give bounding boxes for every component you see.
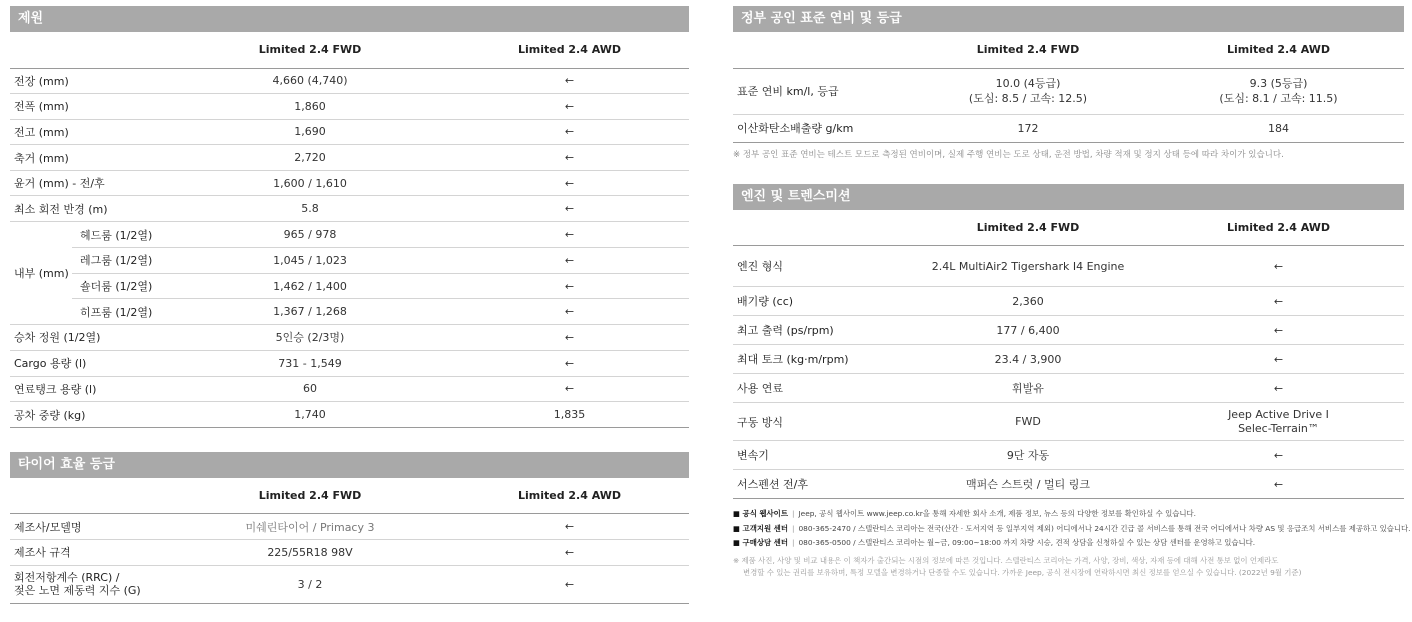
table-header-row	[733, 210, 1404, 246]
table-row	[733, 287, 1404, 316]
table-row	[10, 94, 689, 120]
table-row	[733, 374, 1404, 403]
fwd-value: 731 - 1,549	[170, 351, 450, 377]
awd-value: ←	[1153, 316, 1404, 345]
awd-value: ←	[1153, 441, 1404, 470]
table-header-row	[10, 478, 689, 514]
header-cell: Limited 2.4 AWD	[450, 32, 689, 68]
table-row	[733, 316, 1404, 345]
awd-value: ←	[450, 68, 689, 94]
awd-value: ←	[450, 539, 689, 565]
fwd-value: 2.4L MultiAir2 Tigershark I4 Engine	[903, 246, 1153, 287]
fwd-value: 172	[903, 114, 1153, 142]
table-row	[733, 403, 1404, 441]
row-label: 서스펜션 전/후	[733, 470, 903, 499]
awd-value-line1: Jeep Active Drive I	[1228, 407, 1329, 421]
table-row	[733, 470, 1404, 499]
header-cell: Limited 2.4 AWD	[1153, 210, 1404, 246]
header-cell: Limited 2.4 FWD	[903, 210, 1153, 246]
awd-value: ←	[450, 196, 689, 222]
table-row	[733, 68, 1404, 114]
awd-value: ←	[450, 222, 689, 248]
awd-value: ←	[1153, 246, 1404, 287]
header-cell	[733, 210, 903, 246]
awd-value-line1: 9.3 (5등급)	[1249, 77, 1308, 90]
fwd-value: 225/55R18 98V	[170, 539, 450, 565]
fwd-value: 1,367 / 1,268	[170, 299, 450, 325]
right-column	[733, 6, 1411, 580]
fwd-value: 1,600 / 1,610	[170, 170, 450, 196]
fwd-value: 1,462 / 1,400	[170, 273, 450, 299]
header-cell	[10, 478, 170, 514]
awd-value: ←	[450, 273, 689, 299]
awd-value: ←	[450, 94, 689, 120]
row-label: 전장 (mm)	[10, 68, 170, 94]
fwd-value: 5인승 (2/3명)	[170, 325, 450, 351]
table-header-row	[10, 32, 689, 68]
tire-section-title: 타이어 효율 등급	[10, 452, 689, 478]
row-label: 히프룸 (1/2열)	[72, 299, 170, 325]
awd-value: ←	[450, 514, 689, 540]
footer-text: Jeep, 공식 웹사이트 www.jeep.co.kr을 통해 자세한 회사 소개, 제품 정보, 뉴스 등의 다양한 정보를 확인하실 수 있습니다.	[798, 509, 1196, 518]
table-row	[733, 345, 1404, 374]
header-cell	[10, 32, 170, 68]
row-label: 최대 토크 (kg·m/rpm)	[733, 345, 903, 374]
fwd-value: 휘발유	[903, 374, 1153, 403]
awd-value: ←	[450, 299, 689, 325]
row-label: Cargo 용량 (l)	[10, 351, 170, 377]
fwd-value: 5.8	[170, 196, 450, 222]
fuel-table	[733, 32, 1404, 143]
engine-section-title: 엔진 및 트렌스미션	[733, 184, 1404, 210]
footer-key: ■ 구매상담 센터	[733, 538, 788, 547]
table-row	[10, 351, 689, 377]
row-label-line1: 회전저항계수 (RRC) /	[14, 571, 120, 584]
table-row	[10, 248, 689, 274]
header-cell: Limited 2.4 FWD	[170, 478, 450, 514]
awd-value: ←	[450, 376, 689, 402]
row-label: 구동 방식	[733, 403, 903, 441]
table-row	[10, 119, 689, 145]
row-label: 전폭 (mm)	[10, 94, 170, 120]
awd-value-line2: Selec-Terrain™	[1238, 421, 1319, 435]
row-label: 전고 (mm)	[10, 119, 170, 145]
footer-text: 080-365-2470 / 스텔란티스 코리아는 전국(산간 · 도서지역 등 일부지역 제외) 어디에서나 24시간 긴급 콜 서비스를 통해 전국 어디에서나 차량 AS 및 응급조치 서비스를 제공하고 있습니다.	[798, 523, 1411, 533]
awd-value: ←	[450, 248, 689, 274]
awd-value: ←	[1153, 287, 1404, 316]
fwd-value: 965 / 978	[170, 222, 450, 248]
table-row	[10, 514, 689, 540]
tire-table	[10, 478, 689, 604]
fwd-value: 1,860	[170, 94, 450, 120]
table-row	[10, 196, 689, 222]
header-cell: Limited 2.4 AWD	[450, 478, 689, 514]
fwd-value: 2,360	[903, 287, 1153, 316]
table-row	[10, 299, 689, 325]
row-label: 최소 회전 반경 (m)	[10, 196, 170, 222]
table-row	[10, 170, 689, 196]
table-row	[10, 222, 689, 248]
row-label: 승차 정원 (1/2열)	[10, 325, 170, 351]
awd-value: 1,835	[450, 402, 689, 428]
row-label: 최고 출력 (ps/rpm)	[733, 316, 903, 345]
fwd-value: 23.4 / 3,900	[903, 345, 1153, 374]
header-cell: Limited 2.4 FWD	[170, 32, 450, 68]
spec-section-title: 제원	[10, 6, 689, 32]
awd-value: ←	[1153, 345, 1404, 374]
table-row	[733, 246, 1404, 287]
fwd-value: 4,660 (4,740)	[170, 68, 450, 94]
left-column	[10, 6, 689, 604]
fwd-value-line1: 10.0 (4등급)	[995, 77, 1061, 90]
fwd-value: 미쉐린타이어 / Primacy 3	[170, 514, 450, 540]
awd-value-line2: (도심: 8.1 / 고속: 11.5)	[1219, 92, 1338, 105]
fwd-value: FWD	[903, 403, 1153, 441]
row-label: 윤거 (mm) - 전/후	[10, 170, 170, 196]
row-label: 제조사 규격	[10, 539, 170, 565]
fuel-section-title: 정부 공인 표준 연비 및 등급	[733, 6, 1404, 32]
awd-value: ←	[450, 170, 689, 196]
row-label: 엔진 형식	[733, 246, 903, 287]
engine-table	[733, 210, 1404, 500]
footer-key: ■ 고객지원 센터	[733, 523, 788, 533]
awd-value	[1153, 68, 1404, 114]
row-label: 사용 연료	[733, 374, 903, 403]
footer-line-purchase: ■ 구매상담 센터 | 080-365-0500 / 스텔란티스 코리아는 월~금, 09:00~18:00 까지 차량 시승, 견적 상담을 신청하실 수 있는 상담 센터를 운영하고 있습니다.	[733, 538, 1256, 547]
footer-line-website: ■ 공식 웹사이트 | Jeep, 공식 웹사이트 www.jeep.co.kr을 통해 자세한 회사 소개, 제품 정보, 뉴스 등의 다양한 정보를 확인하실 수 있습니다.	[733, 509, 1196, 518]
table-row	[10, 539, 689, 565]
footer-text: 080-365-0500 / 스텔란티스 코리아는 월~금, 09:00~18:00 까지 차량 시승, 견적 상담을 신청하실 수 있는 상담 센터를 운영하고 있습니다.	[798, 538, 1256, 547]
table-header-row	[733, 32, 1404, 68]
awd-value: ←	[450, 325, 689, 351]
awd-value: ←	[450, 119, 689, 145]
row-label: 연료탱크 용량 (l)	[10, 376, 170, 402]
fwd-value: 2,720	[170, 145, 450, 171]
fwd-value: 1,690	[170, 119, 450, 145]
awd-value	[1153, 403, 1404, 441]
header-cell: Limited 2.4 FWD	[903, 32, 1153, 68]
fwd-value-line2: (도심: 8.5 / 고속: 12.5)	[968, 92, 1088, 105]
interior-group-label: 내부 (mm)	[10, 222, 72, 324]
row-label: 변속기	[733, 441, 903, 470]
row-label: 축거 (mm)	[10, 145, 170, 171]
awd-value: ←	[1153, 470, 1404, 499]
awd-value: 184	[1153, 114, 1404, 142]
spec-table	[10, 32, 689, 222]
table-row	[733, 441, 1404, 470]
header-cell	[733, 32, 903, 68]
row-label: 제조사/모델명	[10, 514, 170, 540]
fuel-note: ※ 정부 공인 표준 연비는 테스트 모드로 측정된 연비이며, 실제 주행 연비는 도로 상태, 운전 방법, 차량 적재 및 정지 상태 등에 따라 차이가 있습니다.	[733, 149, 1284, 160]
table-row	[10, 376, 689, 402]
table-row	[10, 68, 689, 94]
spec-table-continued	[10, 325, 689, 428]
awd-value: ←	[450, 145, 689, 171]
footer-note-line1: ※ 제품 사진, 사양 및 비교 내용은 이 책자가 출간되는 시점의 정보에 따른 것입니다. 스텔란티스 코리아는 가격, 사양, 장비, 색상, 자재 등에 대해 사전 통보 없이 언제라도	[733, 555, 1279, 565]
fwd-value	[903, 68, 1153, 114]
table-row	[10, 273, 689, 299]
row-label: 공차 중량 (kg)	[10, 402, 170, 428]
table-row	[10, 325, 689, 351]
row-label: 이산화탄소배출량 g/km	[733, 114, 903, 142]
fwd-value: 177 / 6,400	[903, 316, 1153, 345]
table-row	[10, 145, 689, 171]
row-label: 표준 연비 km/l, 등급	[733, 68, 903, 114]
footer-key: ■ 공식 웹사이트	[733, 509, 788, 518]
fwd-value: 3 / 2	[170, 565, 450, 603]
row-label: 숄더룸 (1/2열)	[72, 273, 170, 299]
fwd-value: 1,740	[170, 402, 450, 428]
footer-line-support: ■ 고객지원 센터 | 080-365-2470 / 스텔란티스 코리아는 전국(산간 · 도서지역 등 일부지역 제외) 어디에서나 24시간 긴급 콜 서비스를 통해 전국 어디에서나 차량 AS 및 응급조치 서비스를 제공하고 있습니다.	[733, 523, 1411, 533]
footer-note-line2: 변경할 수 있는 권리를 보유하며, 특정 모델을 변경하거나 단종할 수도 있습니다. 가까운 Jeep, 공식 전시장에 연락하시면 최신 정보를 얻으실 수 있습니다. (2022년 9월 기준)	[743, 568, 1302, 577]
row-label	[10, 565, 170, 603]
row-label-line2: 젖은 노면 제동력 지수 (G)	[14, 584, 141, 597]
header-cell: Limited 2.4 AWD	[1153, 32, 1404, 68]
row-label: 배기량 (cc)	[733, 287, 903, 316]
fwd-value: 맥퍼슨 스트럿 / 멀티 링크	[903, 470, 1153, 499]
table-row	[10, 402, 689, 428]
fwd-value: 60	[170, 376, 450, 402]
awd-value: ←	[450, 565, 689, 603]
awd-value: ←	[1153, 374, 1404, 403]
table-row	[733, 114, 1404, 142]
awd-value: ←	[450, 351, 689, 377]
row-label: 헤드룸 (1/2열)	[72, 222, 170, 248]
interior-table	[10, 222, 689, 325]
table-row	[10, 565, 689, 603]
row-label: 레그룸 (1/2열)	[72, 248, 170, 274]
fwd-value: 1,045 / 1,023	[170, 248, 450, 274]
fwd-value: 9단 자동	[903, 441, 1153, 470]
